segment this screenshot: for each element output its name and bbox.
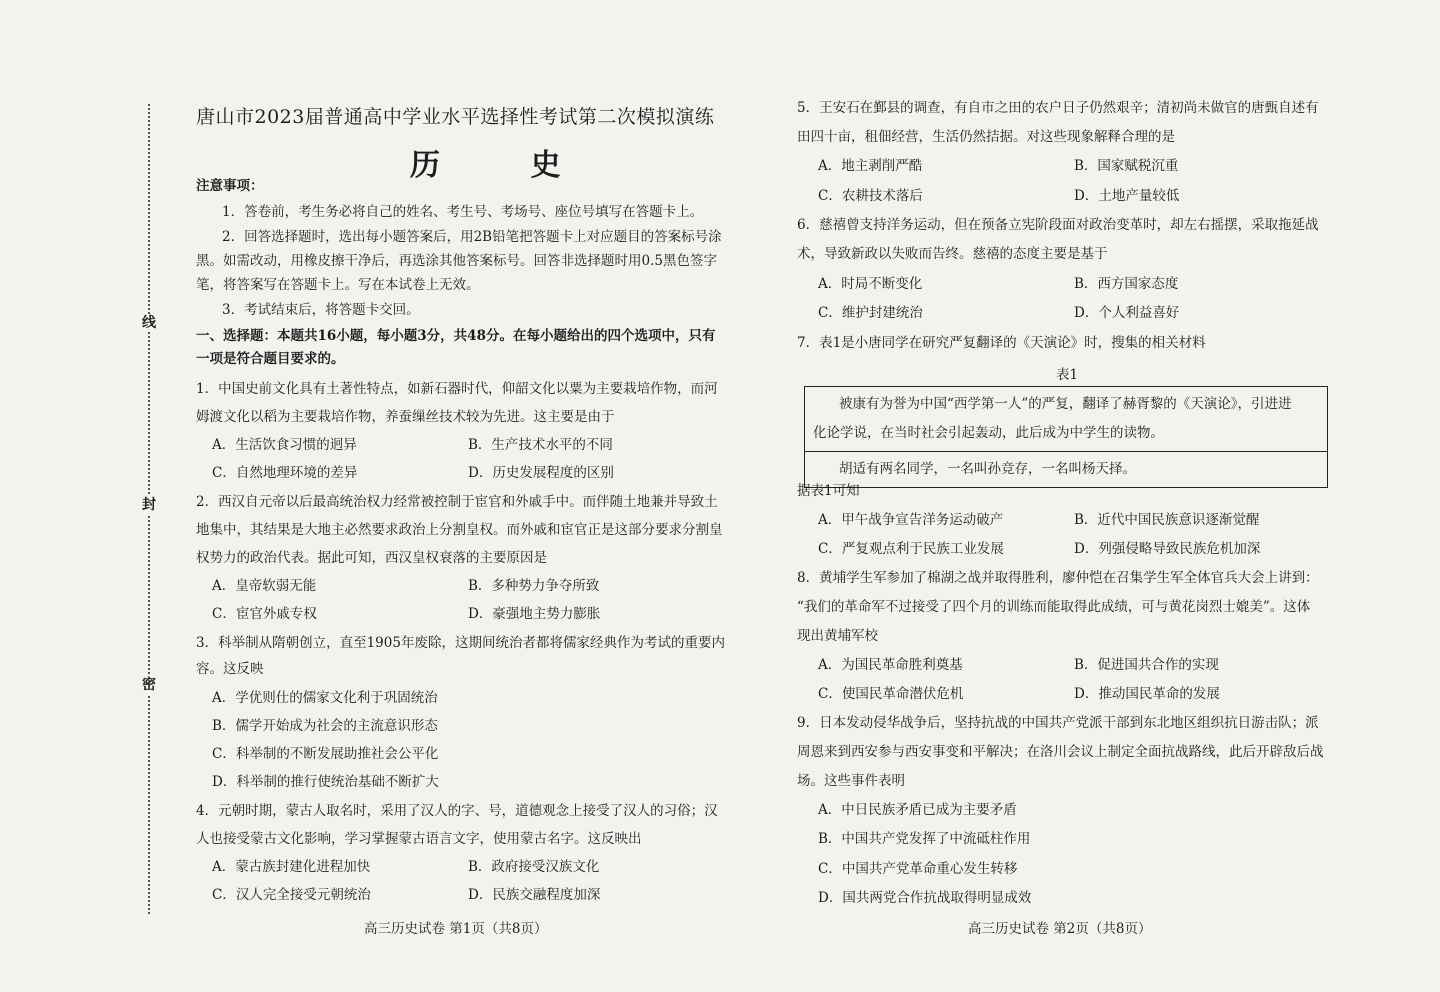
q2-option-d: D．豪强地主势力膨胀 bbox=[468, 606, 601, 622]
q1-option-c: C．自然地理环境的差异 bbox=[212, 465, 358, 481]
q8-option-b: B．促进国共合作的实现 bbox=[1074, 657, 1219, 673]
q7-stem: 7．表1是小唐同学在研究严复翻译的《天演论》时，搜集的相关材料 bbox=[797, 335, 1206, 351]
q7-option-a: A．甲午战争宣告洋务运动破产 bbox=[818, 512, 1004, 528]
footer-left: 高三历史试卷 第1页（共8页） bbox=[364, 921, 548, 937]
q3-stem: 容。这反映 bbox=[196, 661, 264, 677]
q4-option-b: B．政府接受汉族文化 bbox=[468, 859, 600, 875]
q5-stem: 田四十亩，租佃经营，生活仍然拮据。对这些现象解释合理的是 bbox=[797, 129, 1175, 145]
q7-option-b: B．近代中国民族意识逐渐觉醒 bbox=[1074, 512, 1260, 528]
q7-after-text: 据表1可知 bbox=[797, 483, 860, 499]
notice-heading: 注意事项： bbox=[196, 178, 264, 194]
q3-stem: 3．科举制从隋朝创立，直至1905年废除，这期间统治者都将儒家经典作为考试的重要内 bbox=[196, 635, 725, 651]
q2-option-a: A．皇帝软弱无能 bbox=[212, 578, 317, 594]
q9-option-b: B．中国共产党发挥了中流砥柱作用 bbox=[818, 831, 1031, 847]
q9-stem: 周恩来到西安参与西安事变和平解决；在洛川会议上制定全面抗战路线，此后开辟敌后战 bbox=[797, 744, 1324, 760]
q3-option-c: C．科举制的不断发展助推社会公平化 bbox=[212, 746, 439, 762]
q3-option-a: A．学优则仕的儒家文化利于巩固统治 bbox=[212, 690, 438, 706]
q3-option-b: B．儒学开始成为社会的主流意识形态 bbox=[212, 718, 438, 734]
binding-char-xian: 线 bbox=[142, 315, 156, 331]
q1-option-d: D．历史发展程度的区别 bbox=[468, 465, 614, 481]
notice-line: 3．考试结束后，将答题卡交回。 bbox=[222, 302, 420, 318]
q7-option-c: C．严复观点利于民族工业发展 bbox=[818, 541, 1004, 557]
q2-stem: 2．西汉自元帝以后最高统治权力经常被控制于宦官和外戚手中。而伴随土地兼并导致土 bbox=[196, 494, 718, 510]
section-heading: 一项是符合题目要求的。 bbox=[196, 351, 345, 367]
q6-option-c: C．维护封建统治 bbox=[818, 305, 923, 321]
q8-option-a: A．为国民革命胜利奠基 bbox=[818, 657, 963, 673]
q6-stem: 6．慈禧曾支持洋务运动，但在预备立宪阶段面对政治变革时，却左右摇摆，采取拖延战 bbox=[797, 217, 1319, 233]
q5-option-d: D．土地产量较低 bbox=[1074, 188, 1180, 204]
q2-option-b: B．多种势力争夺所致 bbox=[468, 578, 600, 594]
table-row bbox=[805, 452, 1328, 488]
q9-option-c: C．中国共产党革命重心发生转移 bbox=[818, 861, 1018, 877]
q5-option-c: C．农耕技术落后 bbox=[818, 188, 923, 204]
material-table bbox=[804, 386, 1328, 488]
q9-stem: 场。这些事件表明 bbox=[797, 773, 905, 789]
q9-option-d: D．国共两党合作抗战取得明显成效 bbox=[818, 890, 1032, 906]
q7-option-d: D．列强侵略导致民族危机加深 bbox=[1074, 541, 1261, 557]
q8-stem: “我们的革命军不过接受了四个月的训练而能取得此成绩，可与黄花岗烈士媲美”。这体 bbox=[797, 599, 1311, 615]
binding-char-feng: 封 bbox=[142, 497, 156, 513]
notice-line: 2．回答选择题时，选出每小题答案后，用2B铅笔把答题卡上对应题目的答案标号涂 bbox=[222, 229, 722, 245]
table-cell-line: 被康有为誉为中国“西学第一人”的严复，翻译了赫胥黎的《天演论》，引进进 bbox=[839, 396, 1292, 412]
q4-option-d: D．民族交融程度加深 bbox=[468, 887, 601, 903]
q8-stem: 8．黄埔学生军参加了棉湖之战并取得胜利，廖仲恺在召集学生军全体官兵大会上讲到： bbox=[797, 570, 1319, 586]
table-caption: 表1 bbox=[1056, 367, 1079, 383]
table-cell bbox=[805, 387, 1328, 452]
q4-stem: 人也接受蒙古文化影响，学习掌握蒙古语言文字，使用蒙古名字。这反映出 bbox=[196, 831, 642, 847]
footer-right: 高三历史试卷 第2页（共8页） bbox=[968, 921, 1152, 937]
q6-option-d: D．个人利益喜好 bbox=[1074, 305, 1180, 321]
binding-char-mi: 密 bbox=[142, 677, 156, 693]
q2-option-c: C．宦官外戚专权 bbox=[212, 606, 317, 622]
notice-line: 笔，将答案写在答题卡上。写在本试卷上无效。 bbox=[196, 277, 480, 293]
q6-option-b: B．西方国家态度 bbox=[1074, 276, 1179, 292]
q5-option-a: A．地主剥削严酷 bbox=[818, 158, 923, 174]
q2-stem: 地集中，其结果是大地主必然要求政治上分割皇权。而外戚和宦官正是这部分要求分割皇 bbox=[196, 522, 723, 538]
q1-option-a: A．生活饮食习惯的迥异 bbox=[212, 437, 357, 453]
table-cell-line: 化论学说，在当时社会引起轰动，此后成为中学生的读物。 bbox=[813, 425, 1164, 441]
section-heading: 一、选择题：本题共16小题，每小题3分，共48分。在每小题给出的四个选项中，只有 bbox=[196, 328, 716, 344]
exam-title: 唐山市2023届普通高中学业水平选择性考试第二次模拟演练 bbox=[196, 106, 715, 128]
table-row bbox=[805, 387, 1328, 452]
q5-option-b: B．国家赋税沉重 bbox=[1074, 158, 1179, 174]
q5-stem: 5．王安石在鄞县的调查，有自市之田的农户日子仍然艰辛；清初尚未做官的唐甄自述有 bbox=[797, 100, 1319, 116]
q1-stem: 1．中国史前文化具有土著性特点，如新石器时代，仰韶文化以粟为主要栽培作物，而河 bbox=[196, 381, 718, 397]
q4-option-c: C．汉人完全接受元朝统治 bbox=[212, 887, 371, 903]
table-cell-line: 胡适有两名同学，一名叫孙竞存，一名叫杨天择。 bbox=[839, 461, 1136, 477]
q4-stem: 4．元朝时期，蒙古人取名时，采用了汉人的字、号，道德观念上接受了汉人的习俗；汉 bbox=[196, 803, 718, 819]
q8-option-d: D．推动国民革命的发展 bbox=[1074, 686, 1220, 702]
q8-stem: 现出黄埔军校 bbox=[797, 628, 878, 644]
q9-stem: 9．日本发动侵华战争后，坚持抗战的中国共产党派干部到东北地区组织抗日游击队；派 bbox=[797, 715, 1319, 731]
q3-option-d: D．科举制的推行使统治基础不断扩大 bbox=[212, 774, 439, 790]
q1-stem: 姆渡文化以稻为主要栽培作物，养蚕缫丝技术较为先进。这主要是由于 bbox=[196, 409, 615, 425]
q2-stem: 权势力的政治代表。据此可知，西汉皇权衰落的主要原因是 bbox=[196, 550, 547, 566]
q6-option-a: A．时局不断变化 bbox=[818, 276, 923, 292]
q8-option-c: C．使国民革命潜伏危机 bbox=[818, 686, 964, 702]
notice-line: 黑。如需改动，用橡皮擦干净后，再选涂其他答案标号。回答非选择题时用0.5黑色签字 bbox=[196, 253, 717, 269]
table-cell bbox=[805, 452, 1328, 488]
q9-option-a: A．中日民族矛盾已成为主要矛盾 bbox=[818, 802, 1017, 818]
q1-option-b: B．生产技术水平的不同 bbox=[468, 437, 613, 453]
notice-line: 1．答卷前，考生务必将自己的姓名、考生号、考场号、座位号填写在答题卡上。 bbox=[222, 204, 704, 220]
q4-option-a: A．蒙古族封建化进程加快 bbox=[212, 859, 371, 875]
subject-title: 历 史 bbox=[410, 148, 601, 183]
q6-stem: 术，导致新政以失败而告终。慈禧的态度主要是基于 bbox=[797, 246, 1108, 262]
